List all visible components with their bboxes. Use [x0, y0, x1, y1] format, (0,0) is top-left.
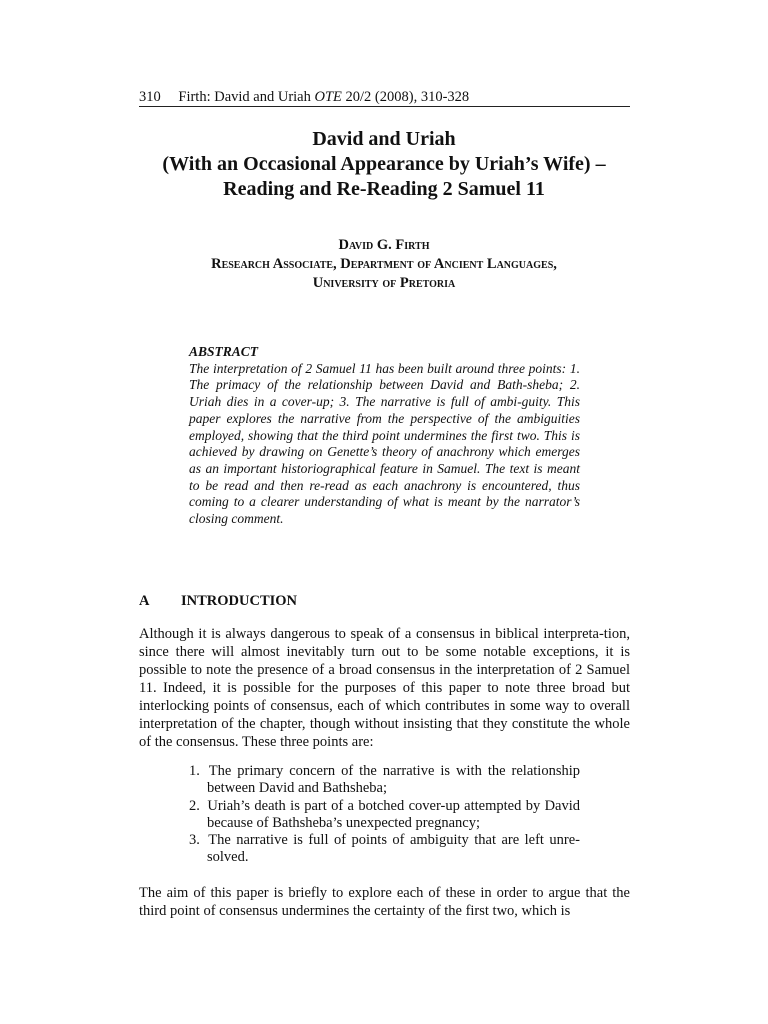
- section-heading: [139, 592, 630, 610]
- list-item-number: 2.: [189, 797, 200, 814]
- list-item-number: 1.: [189, 763, 200, 779]
- journal-citation: 20/2 (2008), 310-328: [345, 89, 470, 105]
- author-block: [120, 236, 648, 293]
- article-title: [120, 127, 648, 202]
- abstract-heading: ABSTRACT: [189, 344, 259, 359]
- list-item-number: 3.: [189, 832, 200, 849]
- abstract-text: The interpretation of 2 Samuel 11 has been built around three points: 1. The primacy of the relationship between David and Bath-sheba; 2. Uriah dies in a cover-up; 3. The narrative is full of ambi-guity. This paper explores the narrative from the perspective of the ambiguities employed, showing that the third point undermines the first two. This is achieved by drawing on Genette’s theory of anachrony which emerges as an important historiographical feature in Samuel. The text is meant to be read and then re-read as each anachrony is encountered, thus coming to a clearer understanding of what is meant by the narrator’s closing comment.: [189, 360, 580, 527]
- list-item: [189, 798, 580, 833]
- header-rule: [139, 106, 630, 107]
- consensus-points-list: [189, 763, 580, 867]
- title-line-3: Reading and Re-Reading 2 Samuel 11: [223, 178, 545, 200]
- list-item-text: Uriah’s death is part of a botched cover-up attempted by David because of Bathsheba’s unexpected pregnancy;: [207, 797, 580, 831]
- list-item: [189, 832, 580, 867]
- author-affiliation-line-1: Research Associate, Department of Ancient Languages,: [211, 256, 557, 272]
- section-title: INTRODUCTION: [181, 593, 298, 609]
- abstract: [189, 344, 580, 528]
- body-paragraph-1: Although it is always dangerous to speak of a consensus in biblical interpreta-tion, since there will almost inevitably turn out to be some notable exceptions, it is possible to note the presence of a broad consensus in the interpretation of 2 Samuel 11. Indeed, it is possible for the purposes of this paper to note three broad but interlocking points of consensus, each of which contributes in some way to overall interpretation of the chapter, though without insisting that they constitute the whole of the consensus. These three points are:: [139, 626, 630, 750]
- title-line-2: (With an Occasional Appearance by Uriah’s Wife) –: [162, 153, 606, 175]
- section-letter: A: [139, 593, 150, 609]
- running-head: [139, 88, 630, 106]
- list-item-text: The narrative is full of points of ambiguity that are left unre-solved.: [207, 832, 580, 866]
- author-short-title: Firth: David and Uriah: [178, 89, 311, 105]
- body-paragraph-2: The aim of this paper is briefly to explore each of these in order to argue that the third point of consensus undermines the certainty of the first two, which is: [139, 885, 630, 919]
- author-name: David G. Firth: [338, 237, 430, 253]
- title-line-1: David and Uriah: [312, 128, 456, 150]
- list-item-text: The primary concern of the narrative is with the relationship between David and Bathsheba;: [207, 763, 581, 797]
- journal-name: OTE: [314, 89, 342, 105]
- page-number: 310: [139, 89, 161, 105]
- list-item: [189, 763, 580, 798]
- author-affiliation-line-2: University of Pretoria: [312, 275, 456, 291]
